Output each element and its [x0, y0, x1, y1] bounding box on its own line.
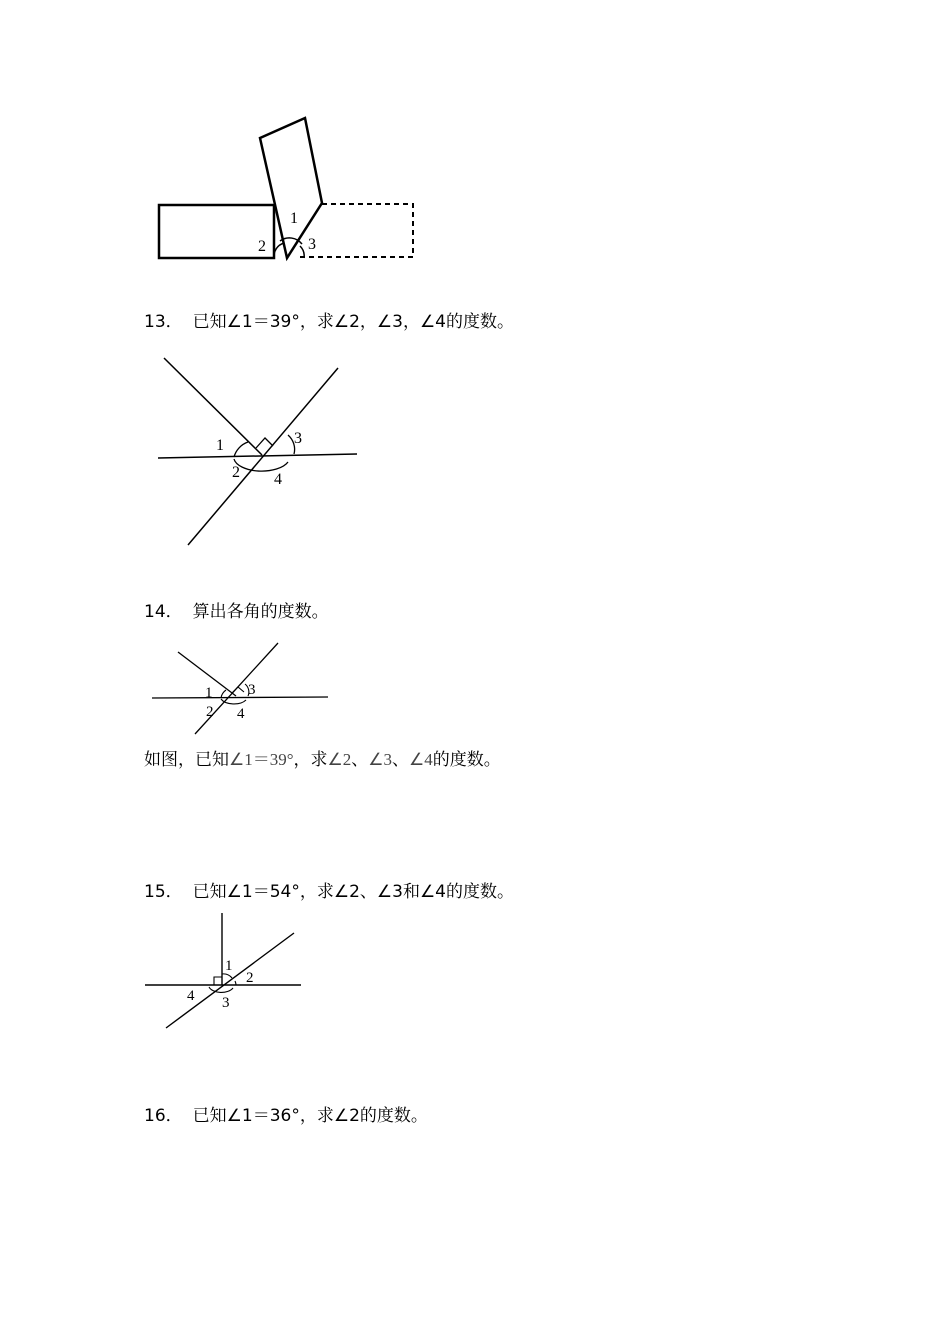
question-15-text: 已知∠1＝54°，求∠2、∠3和∠4的度数。	[192, 882, 514, 902]
fig14-horizontal-line	[152, 697, 328, 698]
q14-prompt-angle1: ∠1＝39°	[229, 750, 294, 769]
q14-prompt-part-0: 如图，已知	[144, 750, 229, 770]
question-16-number: 16．	[144, 1106, 183, 1126]
question-15-number: 15．	[144, 882, 183, 902]
fig14-label-4: 4	[237, 706, 245, 722]
fig14-label-1: 1	[205, 685, 213, 701]
fig15-oblique-line	[166, 933, 294, 1028]
question-14	[144, 602, 329, 622]
fold-left-rect	[159, 205, 274, 258]
fig13-ray	[164, 358, 262, 455]
fold-figure	[150, 110, 425, 270]
fold-arc-2	[274, 243, 284, 258]
fold-label-2: 2	[258, 238, 266, 255]
figure-13	[150, 350, 365, 550]
fig15-label-2: 2	[246, 970, 254, 986]
fig15-label-3: 3	[222, 995, 230, 1011]
fig13-label-2: 2	[232, 464, 240, 481]
fig14-label-3: 3	[248, 682, 256, 698]
q14-prompt-sep-2: 、	[392, 750, 410, 770]
fig13-right-angle	[256, 438, 273, 448]
fig14-label-2: 2	[206, 704, 214, 720]
fold-label-3: 3	[308, 236, 316, 253]
question-14-text: 算出各角的度数。	[192, 602, 329, 622]
fig13-horizontal-line	[158, 454, 357, 458]
question-13-number: 13．	[144, 312, 183, 332]
fold-label-1: 1	[290, 210, 298, 227]
q14-prompt-sep-1: 、	[351, 750, 369, 770]
question-13-text: 已知∠1＝39°，求∠2，∠3，∠4的度数。	[192, 312, 514, 332]
q14-prompt-angle4: ∠4	[409, 750, 433, 769]
fig15-right-angle	[214, 977, 222, 985]
fig13-label-4: 4	[274, 471, 282, 488]
fig13-label-1: 1	[216, 437, 224, 454]
question-16	[144, 1106, 428, 1126]
fig15-label-4: 4	[187, 988, 195, 1004]
question-14-number: 14．	[144, 602, 183, 622]
q14-prompt-part-8: 的度数。	[432, 750, 501, 770]
fig15-label-1: 1	[225, 958, 233, 974]
q14-prompt-angle3: ∠3	[368, 750, 393, 769]
figure-15	[142, 908, 307, 1033]
figure-14	[148, 638, 333, 738]
question-13	[144, 312, 514, 332]
fig13-label-3: 3	[294, 430, 302, 447]
question-14-prompt	[144, 750, 501, 770]
fig13-arc-1	[234, 442, 248, 457]
fig13-arc-4	[234, 459, 288, 471]
question-15	[144, 882, 514, 902]
question-16-text: 已知∠1＝36°，求∠2的度数。	[192, 1106, 428, 1126]
q14-prompt-part-2: ，求	[293, 750, 328, 770]
fig14-arc-1	[221, 690, 226, 698]
q14-prompt-angle2: ∠2	[327, 750, 352, 769]
fig15-arc-1	[222, 974, 232, 978]
